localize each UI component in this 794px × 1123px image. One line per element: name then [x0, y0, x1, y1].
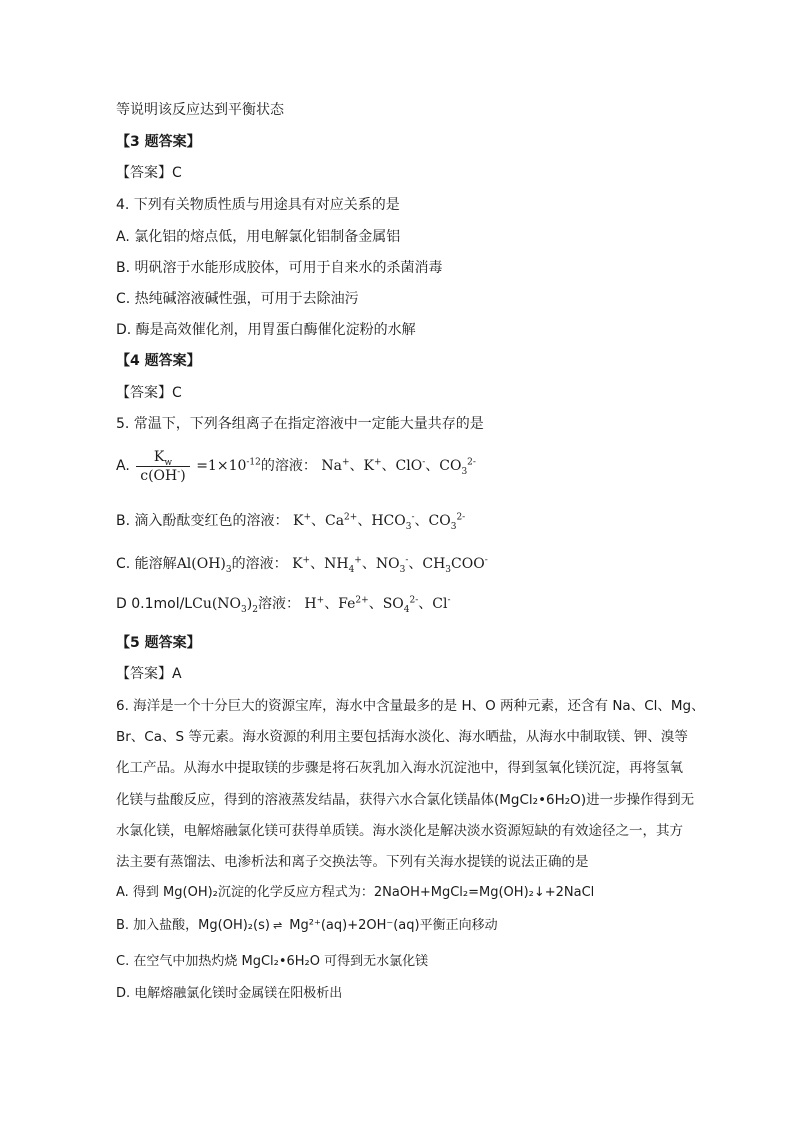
q5-option-d: D $0.1mol/LCu(NO_3)_2$溶液： H+、$Fe^{2+}$、$SO_4^{2-}$、Cl-	[116, 595, 451, 615]
q5-option-c: C. 能溶解$Al(OH)_3$的溶液： K+、$NH_4^+$、$NO_3^-$、$CH_3COO^-$	[116, 555, 488, 575]
q5-answer: 【答案】A	[116, 666, 182, 682]
q3-answer-header: 【3 题答案】	[116, 134, 201, 150]
q5-option-a: A. $\frac{K_w}{c(OH^-)}$ $=1\times 10^{-12}$的溶液： Na+、K+、ClO-、$CO_3^{2-}$	[116, 448, 476, 484]
q4-option-d: D. 酶是高效催化剂，用胃蛋白酶催化淀粉的水解	[116, 322, 416, 338]
q6-option-b: B. 加入盐酸，Mg(OH)₂(s) ⇌ Mg²⁺(aq)+2OH⁻(aq)平衡正向移动	[116, 918, 498, 933]
q5-stem: 5. 常温下，下列各组离子在指定溶液中一定能大量共存的是	[116, 416, 484, 432]
q6-stem-line-1: 6. 海洋是一个十分巨大的资源宝库，海水中含量最多的是 H、O 两种元素，还含有 Na、Cl、Mg、	[116, 698, 705, 714]
q6-stem-line-5: 水氯化镁，电解熔融氯化镁可获得单质镁。海水淡化是解决淡水资源短缺的有效途径之一，其方	[116, 823, 683, 839]
q5-answer-header: 【5 题答案】	[116, 635, 201, 651]
q4-answer-header: 【4 题答案】	[116, 353, 201, 369]
kw-fraction: $\frac{K_w}{c(OH^-)}$	[136, 448, 190, 485]
q4-stem: 4. 下列有关物质性质与用途具有对应关系的是	[116, 197, 400, 213]
q6-stem-line-2: Br、Ca、S 等元素。海水资源的利用主要包括海水淡化、海水晒盐，从海水中制取镁、钾、溴等	[116, 729, 688, 745]
q4-option-a: A. 氯化铝的熔点低，用电解氯化铝制备金属铝	[116, 229, 401, 245]
q6-stem-line-3: 化工产品。从海水中提取镁的步骤是将石灰乳加入海水沉淀池中，得到氢氧化镁沉淀，再将氢氧	[116, 760, 683, 776]
q5-option-b: B. 滴入酚酞变红色的溶液： K+、$Ca^{2+}$、$HCO_3^-$、$CO_3^{2-}$	[116, 512, 466, 532]
q6-option-a: A. 得到 Mg(OH)₂沉淀的化学反应方程式为：2NaOH+MgCl₂=Mg(OH)₂↓+2NaCl	[116, 885, 595, 900]
q6-option-d: D. 电解熔融氯化镁时金属镁在阳极析出	[116, 986, 343, 1001]
q3-answer: 【答案】C	[116, 165, 182, 181]
q6-stem-line-6: 法主要有蒸馏法、电渗析法和离子交换法等。下列有关海水提镁的说法正确的是	[116, 854, 589, 870]
equilibrium-arrow-icon: ⇌	[272, 919, 283, 932]
q4-option-b: B. 明矾溶于水能形成胶体，可用于自来水的杀菌消毒	[116, 260, 443, 276]
intro-line: 等说明该反应达到平衡状态	[116, 102, 284, 118]
q6-option-c: C. 在空气中加热灼烧 MgCl₂•6H₂O 可得到无水氯化镁	[116, 954, 429, 969]
q4-answer: 【答案】C	[116, 385, 182, 401]
q6-stem-line-4: 化镁与盐酸反应，得到的溶液蒸发结晶，获得六水合氯化镁晶体(MgCl₂•6H₂O)进一步操作得到无	[116, 792, 695, 808]
q4-option-c: C. 热纯碱溶液碱性强，可用于去除油污	[116, 291, 359, 307]
